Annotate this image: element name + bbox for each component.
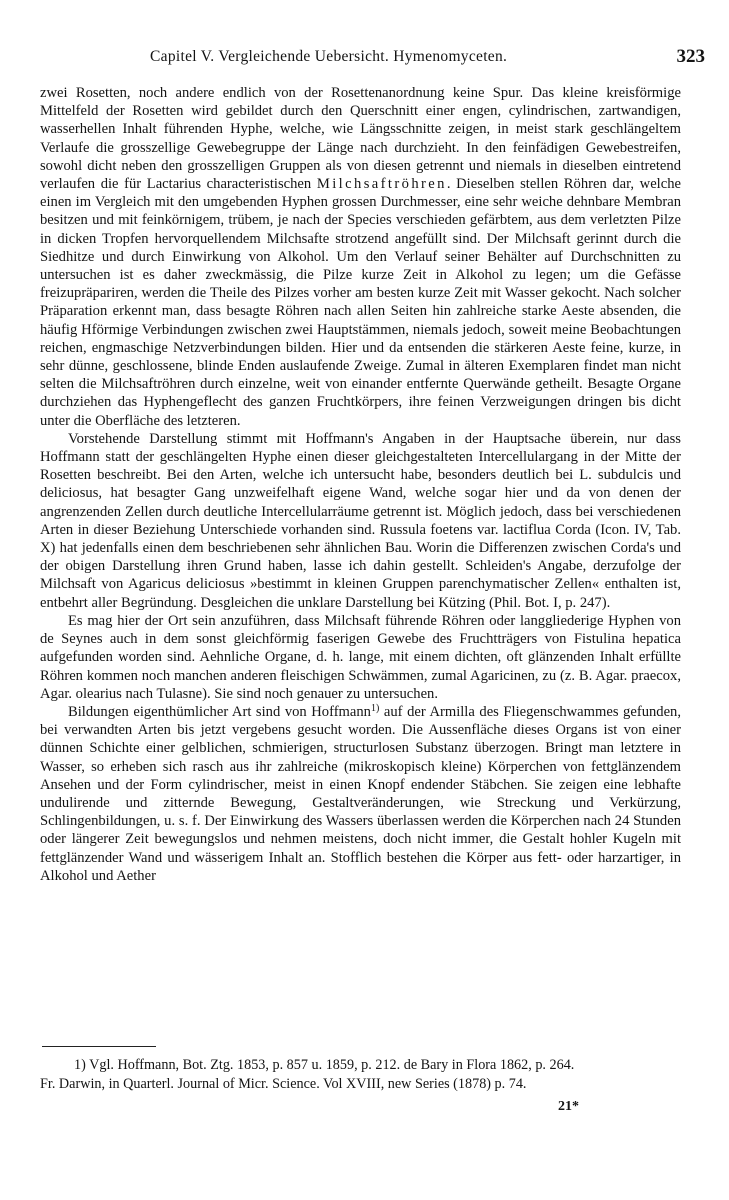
- paragraph-1-part-1: zwei Rosetten, noch andere endlich von der Rosettenanordnung keine Spur. Das kleine kreisförmige Mittelfeld der Rosetten wird gebildet durch den Querschnitt einer engen, cylindrischen, zartwandigen, wasserhellen Inhalt führenden Hyphe, welche, wie Längsschnitte zeigen, in meist stark geschlängeltem Verlaufe die grosszellige Gewebegruppe der Länge nach durchzieht. In den feinfädigen Gewebestreifen, sowohl dicht neben den grosszelligen Gruppen als von diesen getrennt und niemals in dieselben eintretend verlaufen die für Lactarius characteristischen: [40, 85, 681, 193]
- footnote-line-2: Fr. Darwin, in Quarterl. Journal of Micr. Science. Vol XVIII, new Series (1878) p. 74.: [40, 1075, 527, 1092]
- footnote: [40, 1056, 681, 1093]
- paragraph-2: Vorstehende Darstellung stimmt mit Hoffmann's Angaben in der Hauptsache überein, nur dass Hoffmann statt der geschlängelten Hyphe einen dieser gleichgestalteten Intercellulargang in der Mitte der Rosetten beschreibt. Bei den Arten, welche ich untersucht habe, besonders deutlich bei L. subdulcis und deliciosus, hat besagter Gang unzweifelhaft eigene Wand, welche sogar hier und da von denen der angrenzenden Zellen durch deutliche Intercellularräume getrennt ist. Möglich jedoch, dass bei verschiedenen Arten in dieser Beziehung Unterschiede vorhanden sind. Russula foetens var. lactiflua Corda (Icon. IV, Tab. X) hat jedenfalls einen dem beschriebenen sehr ähnlichen Bau. Worin die Differenzen zwischen Corda's und der obigen Darstellung ihren Grund haben, lasse ich dahin gestellt. Schleiden's Angabe, derzufolge der Milchsaft von Agaricus deliciosus »bestimmt in kleinen Gruppen parenchymatischer Zellen« enthalten ist, entbehrt aller Begründung. Desgleichen die unklare Darstellung bei Kützing (Phil. Bot. I, p. 247).: [40, 430, 681, 611]
- body-text: [40, 84, 681, 885]
- footnote-divider: [42, 1046, 156, 1047]
- printer-signature: 21*: [558, 1099, 579, 1114]
- page-number: 323: [676, 46, 705, 67]
- paragraph-1: [40, 84, 681, 430]
- paragraph-4-part-1: Bildungen eigenthümlicher Art sind von Hoffmann: [68, 703, 371, 720]
- paragraph-4: [40, 703, 681, 885]
- paragraph-1-part-2: . Dieselben stellen Röhren dar, welche einen im Vergleich mit den umgebenden Hyphen grossen Durchmesser, eine sehr weiche dehnbare Membran besitzen und mit feinkörnigem, trübem, je nach der Species verschieden gefärbtem, aus dem verletzten Pilze in dicken Tropfen hervorquellendem Milchsafte strotzend angefüllt sind. Der Milchsaft gerinnt durch die Siedhitze und durch Einwirkung von Alkohol. Um den Verlauf seiner Behälter auf Durchschnitten zu untersuchen ist es daher zweckmässig, die Pilze kurze Zeit in Alkohol zu legen; um die Gefässe freizupräpariren, werden die Theile des Pilzes vorher am besten kurze Zeit mit Wasser gekocht. Nach solcher Präparation erkennt man, dass besagte Röhren nach allen Seiten hin zahlreiche starke Aeste absenden, die häufig Hförmige Verbindungen zwischen zwei Hauptstämmen, niemals jedoch, soweit meine Beobachtungen reichen, engmaschige Netzverbindungen bilden. Hier und da entsenden die stärkeren Aeste feine, kurze, in sehr dünne, geschlossene, blinde Enden auslaufende Zweige. Zumal in älteren Exemplaren findet man nicht selten die Milchsaftröhren durch einzelne, weit von einander entfernte Querwände getheilt. Besagte Organe durchziehen das Hyphengeflecht des ganzen Fruchtkörpers, ihre feinen Verzweigungen dringen bis dicht unter die Oberfläche des letzteren.: [40, 176, 681, 429]
- footnote-line-1: 1) Vgl. Hoffmann, Bot. Ztg. 1853, p. 857 u. 1859, p. 212. de Bary in Flora 1862, p. 264.: [74, 1057, 575, 1073]
- running-title: Capitel V. Vergleichende Uebersicht. Hymenomyceten.: [150, 48, 508, 65]
- paragraph-4-part-2: auf der Armilla des Fliegenschwammes gefunden, bei verwandten Arten bis jetzt vergebens gesucht worden. Die Aussenfläche dieses Organs ist von einer dünnen Schichte einer gelblichen, schmierigen, structurlosen Substanz überzogen. Bringt man letztere in Wasser, so erheben sich rasch aus ihr zahlreiche (mikroskopisch kleine) Körperchen von fettglänzendem Ansehen und der Form cylindrischer, meist in einen Knopf endender Stäbchen. Sie zeigen eine lebhafte undulirende und zitternde Bewegung, Gestaltveränderungen, wie Streckung und Verkürzung, Schlingenbildungen, u. s. f. Der Einwirkung des Wassers überlassen werden die Körperchen nach 24 Stunden oder längerer Zeit bewegungslos und nehmen meistens, doch nicht immer, die Gestalt hohler Kugeln mit fettglänzender Wand und wässerigem Inhalt an. Stofflich bestehen die Körper aus fett- oder harzartiger, in Alkohol und Aether: [40, 703, 682, 884]
- emphasis-milchsaftroehren: Milchsaftröhren: [316, 176, 447, 193]
- footnote-reference: 1): [370, 702, 380, 714]
- paragraph-3: Es mag hier der Ort sein anzuführen, dass Milchsaft führende Röhren oder langgliederige Hyphen von de Seynes auch in dem sonst gleichförmig faserigen Gewebe des Fruchtträgers von Fistulina hepatica aufgefunden worden sind. Aehnliche Organe, d. h. lange, mit einem dichten, oft glänzenden Inhalt erfüllte Röhren kommen noch manchen anderen fleischigen Schwämmen, zumal Agaricinen, zu (z. B. Agar. praecox, Agar. olearius nach Tulasne). Sie sind noch genauer zu untersuchen.: [40, 612, 681, 702]
- running-header: [150, 44, 705, 72]
